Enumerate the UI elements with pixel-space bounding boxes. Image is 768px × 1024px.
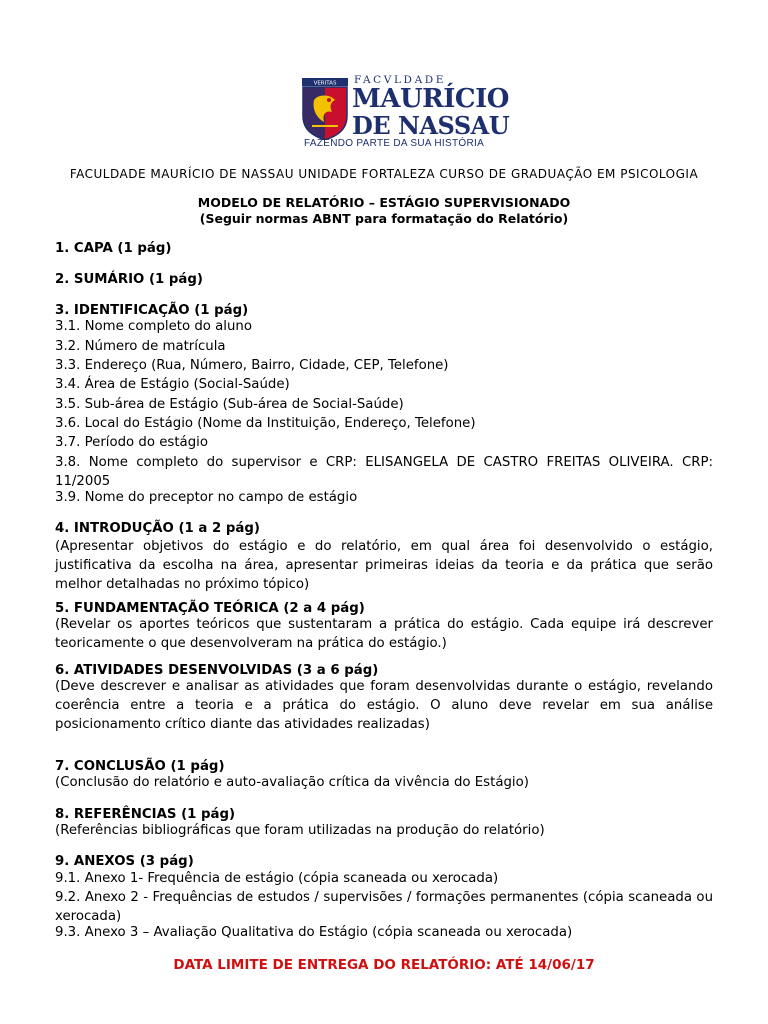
shield-icon	[302, 78, 348, 140]
section-referencias-text: (Referências bibliográficas que foram utilizadas na produção do relatório)	[55, 823, 545, 838]
deadline-notice: DATA LIMITE DE ENTREGA DO RELATÓRIO: ATÉ 14/06/17	[173, 957, 595, 973]
logo-line2: MAURÍCIO	[352, 84, 509, 114]
list-item: 3.8. Nome completo do supervisor e CRP: ELISANGELA DE CASTRO FREITAS OLIVEIRA. CRP: 11/2005	[55, 455, 713, 489]
section-introducao-text: (Apresentar objetivos do estágio e do relatório, em qual área foi desenvolvido o estágio, justificativa da escolha na área, apresentar primeiras ideias da teoria e da prática que serão melhor detalhadas no próximo tópico)	[55, 539, 713, 592]
list-item: 3.6. Local do Estágio (Nome da Instituição, Endereço, Telefone)	[55, 416, 476, 431]
list-item: 9.1. Anexo 1- Frequência de estágio (cópia scaneada ou xerocada)	[55, 871, 499, 886]
logo-banner: VERITAS	[313, 80, 337, 87]
list-item: 9.3. Anexo 3 – Avaliação Qualitativa do Estágio (cópia scaneada ou xerocada)	[55, 925, 573, 940]
document-subtitle: (Seguir normas ABNT para formatação do Relatório)	[199, 211, 569, 226]
list-item: 3.9. Nome do preceptor no campo de estágio	[55, 490, 358, 505]
section-conclusao-title: 7. CONCLUSÃO (1 pág)	[55, 759, 225, 774]
section-fundamentacao-text: (Revelar os aportes teóricos que sustentaram a prática do estágio. Cada equipe irá descrever teoricamente o que desenvolveram na prática do estágio.)	[55, 617, 713, 651]
list-item: 3.4. Área de Estágio (Social-Saúde)	[55, 377, 290, 392]
faculty-logo	[302, 74, 510, 152]
logo-line3: DE NASSAU	[352, 111, 510, 140]
section-capa: 1. CAPA (1 pág)	[55, 241, 172, 256]
section-atividades-title: 6. ATIVIDADES DESENVOLVIDAS (3 a 6 pág)	[55, 663, 379, 678]
logo-line1: FACVLDADE	[354, 74, 447, 86]
section-identificacao-title: 3. IDENTIFICAÇÃO (1 pág)	[55, 303, 249, 318]
document-title: MODELO DE RELATÓRIO – ESTÁGIO SUPERVISIONADO	[197, 195, 571, 210]
institution-line: FACULDADE MAURÍCIO DE NASSAU UNIDADE FORTALEZA CURSO DE GRADUAÇÃO EM PSICOLOGIA	[69, 167, 699, 181]
section-sumario: 2. SUMÁRIO (1 pág)	[55, 272, 203, 287]
section-fundamentacao-title: 5. FUNDAMENTAÇÃO TEÓRICA (2 a 4 pág)	[55, 601, 365, 616]
list-item: 3.2. Número de matrícula	[55, 339, 226, 354]
section-atividades-text: (Deve descrever e analisar as atividades que foram desenvolvidas durante o estágio, revelando coerência entre a teoria e a prática do estágio. O aluno deve revelar em sua análise posicionamento crítico diante das atividades realizadas)	[55, 679, 713, 732]
list-item: 3.3. Endereço (Rua, Número, Bairro, Cidade, CEP, Telefone)	[55, 358, 449, 373]
section-introducao-title: 4. INTRODUÇÃO (1 a 2 pág)	[55, 521, 260, 536]
list-item: 3.1. Nome completo do aluno	[55, 319, 252, 334]
section-conclusao-text: (Conclusão do relatório e auto-avaliação crítica da vivência do Estágio)	[55, 775, 529, 790]
list-item: 3.5. Sub-área de Estágio (Sub-área de Social-Saúde)	[55, 397, 404, 412]
list-item: 3.7. Período do estágio	[55, 435, 208, 450]
section-anexos-title: 9. ANEXOS (3 pág)	[55, 854, 194, 869]
section-referencias-title: 8. REFERÊNCIAS (1 pág)	[55, 807, 236, 822]
logo-tagline: FAZENDO PARTE DA SUA HISTÓRIA	[304, 138, 485, 149]
list-item: 9.2. Anexo 2 - Frequências de estudos / supervisões / formações permanentes (cópia scaneada ou xerocada)	[55, 890, 713, 924]
